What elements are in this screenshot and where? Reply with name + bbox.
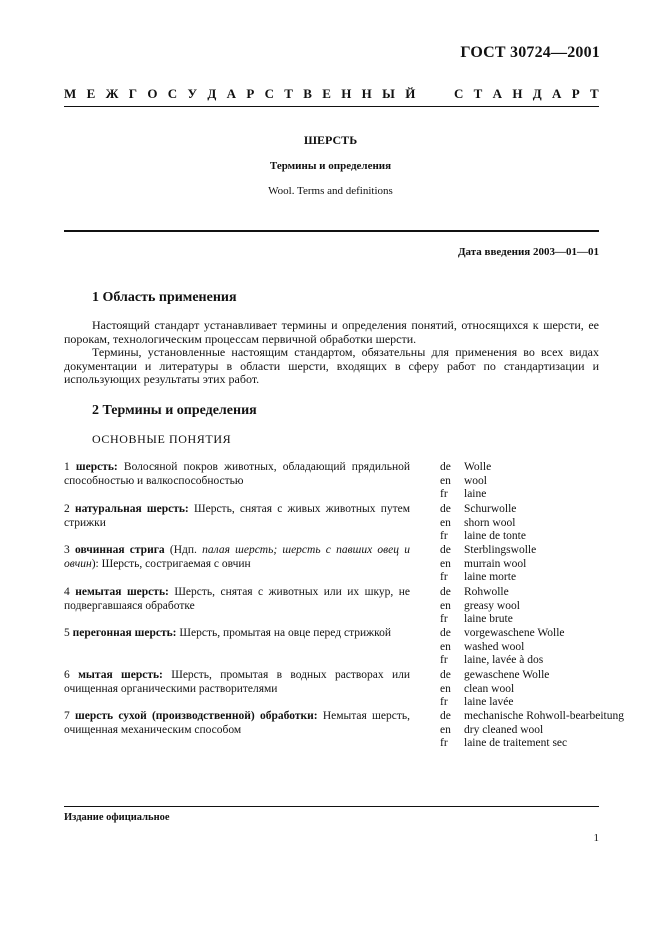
foreign-equivalents xyxy=(440,710,640,751)
language-code: fr xyxy=(440,696,448,708)
equivalent-term: wool xyxy=(464,474,487,487)
banner-letter: А xyxy=(552,86,562,101)
term-number: 3 xyxy=(64,544,70,556)
equivalent-row xyxy=(440,600,640,614)
document-title: ШЕРСТЬ xyxy=(303,133,358,147)
section-2-heading: 2 Термины и определения xyxy=(92,403,257,418)
term-number: 7 xyxy=(64,710,70,722)
banner-letter: Т xyxy=(590,86,599,101)
language-code: en xyxy=(440,682,451,695)
term-number: 2 xyxy=(64,503,70,515)
equivalent-row xyxy=(440,558,640,572)
equivalent-term: Schurwolle xyxy=(464,503,517,515)
term-definition-text: Шерсть, промытая в водных растворах или очищенная органическими растворителями xyxy=(64,669,411,695)
term-name: мытая шерсть: xyxy=(78,669,163,681)
foreign-equivalents xyxy=(440,461,640,502)
language-code: en xyxy=(440,640,451,653)
language-code: en xyxy=(440,516,451,529)
equivalent-term: gewaschene Wolle xyxy=(464,669,550,681)
language-code: fr xyxy=(440,530,448,542)
introduction-date: Дата введения 2003—01—01 xyxy=(457,246,599,258)
banner-letter: Й xyxy=(405,86,416,101)
banner-letter: Г xyxy=(128,86,138,101)
banner-letter: М xyxy=(64,86,77,101)
equivalent-row xyxy=(440,571,640,585)
term-definition-text: Шерсть, промытая на овце перед стрижкой xyxy=(179,627,392,639)
standard-code: ГОСТ 30724—2001 xyxy=(460,44,600,61)
equivalent-term: greasy wool xyxy=(464,599,520,612)
equivalent-row xyxy=(440,627,640,641)
equivalent-term: laine de tonte xyxy=(464,530,526,542)
term-name: овчинная стрига xyxy=(74,544,165,556)
equivalent-row xyxy=(440,530,640,544)
language-code: en xyxy=(440,599,451,612)
equivalent-row xyxy=(440,724,640,738)
banner-letter: А xyxy=(492,86,503,101)
section-1-paragraph-2-text: Термины, установленные настоящим стандартом, обязательны для применения во всех видах документации и литературы в области шерсти, входящих в сферу работ по стандартизации и использующих результаты этих работ. xyxy=(64,345,599,386)
banner-letter: Е xyxy=(322,86,331,101)
language-code: de xyxy=(440,586,451,598)
basic-concepts-subheading: ОСНОВНЫЕ ПОНЯТИЯ xyxy=(92,432,232,446)
term-definition xyxy=(64,503,410,530)
banner-letter: У xyxy=(187,86,198,101)
term-number: 5 xyxy=(64,627,70,639)
banner-word-gap xyxy=(426,86,444,102)
language-code: de xyxy=(440,461,451,473)
equivalent-row xyxy=(440,488,640,502)
term-definition xyxy=(64,710,410,737)
term-definition xyxy=(64,461,410,488)
language-code: de xyxy=(440,710,451,722)
equivalent-row xyxy=(440,517,640,531)
banner-letter: Н xyxy=(512,86,523,101)
equivalent-term: Sterblingswolle xyxy=(464,544,537,556)
bottom-rule xyxy=(64,806,599,807)
equivalent-term: laine lavée xyxy=(464,696,514,708)
foreign-equivalents xyxy=(440,503,640,544)
term-name: шерсть: xyxy=(75,461,118,473)
term-definition xyxy=(64,544,410,571)
top-rule xyxy=(64,106,599,107)
equivalent-term: clean wool xyxy=(464,682,515,695)
banner-letter: Т xyxy=(473,86,483,101)
equivalent-term: vorgewaschene Wolle xyxy=(464,627,565,639)
term-definition-text: Шерсть, снятая с животных или их шкур, не подвергавшаяся обработке xyxy=(64,586,411,612)
term-note-close: ): xyxy=(91,557,99,570)
title-rule xyxy=(64,230,599,232)
equivalent-row xyxy=(440,461,640,475)
equivalent-row xyxy=(440,586,640,600)
term-name: немытая шерсть: xyxy=(75,586,169,598)
term-definition-text: Немытая шерсть, очищенная механическим способом xyxy=(64,710,411,736)
section-1-paragraph-1-text: Настоящий стандарт устанавливает термины и определения понятий, относящихся к шерсти, ее порокам, технологическим процессам первичной обработки шерсти. xyxy=(64,318,599,346)
banner-letter: О xyxy=(147,86,158,101)
equivalent-row xyxy=(440,737,640,751)
foreign-equivalents xyxy=(440,669,640,710)
equivalent-row xyxy=(440,641,640,655)
banner-letter: Р xyxy=(571,86,580,101)
term-definition xyxy=(64,669,410,696)
language-code: fr xyxy=(440,737,448,749)
language-code: en xyxy=(440,723,451,736)
term-definition-text: Шерсть, состригаемая с овчин xyxy=(101,557,251,570)
deprecated-synonyms: палая шерсть; шерсть с павших овец и овчин xyxy=(64,544,410,570)
equivalent-term: laine morte xyxy=(464,571,517,583)
official-edition-label: Издание официальное xyxy=(64,812,170,823)
banner-letter: Т xyxy=(284,86,293,101)
term-name: натуральная шерсть: xyxy=(74,503,189,515)
equivalent-row xyxy=(440,683,640,697)
language-code: en xyxy=(440,474,451,487)
equivalent-term: Wolle xyxy=(464,461,492,473)
section-1-paragraph-2 xyxy=(64,346,599,387)
banner-letter: С xyxy=(167,86,178,101)
foreign-equivalents xyxy=(440,586,640,627)
equivalent-row xyxy=(440,669,640,683)
banner-letter: С xyxy=(264,86,274,101)
foreign-equivalents xyxy=(440,544,640,585)
equivalent-term: laine xyxy=(464,488,487,500)
equivalent-row xyxy=(440,475,640,489)
equivalent-row xyxy=(440,654,640,668)
equivalent-term: laine, lavée à dos xyxy=(464,654,544,666)
term-number: 4 xyxy=(64,586,70,598)
equivalent-row xyxy=(440,503,640,517)
term-number: 6 xyxy=(64,669,70,681)
banner-letter: Н xyxy=(341,86,352,101)
term-name: перегонная шерсть: xyxy=(72,627,177,639)
banner-letter: В xyxy=(303,86,312,101)
language-code: de xyxy=(440,544,451,556)
banner-letter: Д xyxy=(532,86,542,101)
banner-letter: С xyxy=(453,86,464,101)
language-code: fr xyxy=(440,488,448,500)
term-number: 1 xyxy=(64,461,70,473)
equivalent-term: laine de traitement sec xyxy=(464,737,568,749)
section-1-heading: 1 Область применения xyxy=(92,290,237,305)
equivalent-term: Rohwolle xyxy=(464,586,509,598)
section-1-paragraph-1 xyxy=(64,319,599,346)
equivalent-row xyxy=(440,710,640,724)
language-code: fr xyxy=(440,654,448,666)
language-code: en xyxy=(440,557,451,570)
equivalent-row xyxy=(440,696,640,710)
document-subtitle: Термины и определения xyxy=(269,160,392,172)
foreign-equivalents xyxy=(440,627,640,668)
term-definition xyxy=(64,586,410,613)
language-code: fr xyxy=(440,613,448,625)
language-code: fr xyxy=(440,571,448,583)
banner-letter: Н xyxy=(361,86,372,101)
term-definition-text: Волосяной покров животных, обладающий прядильной способностью и валкоспособностью xyxy=(64,461,411,487)
banner-letter: Е xyxy=(86,86,96,101)
equivalent-term: laine brute xyxy=(464,613,513,625)
equivalent-term: washed wool xyxy=(464,640,525,653)
language-code: de xyxy=(440,627,451,639)
equivalent-term: murrain wool xyxy=(464,557,527,570)
banner-letter: Ж xyxy=(105,86,119,101)
banner-letter: Ы xyxy=(382,86,395,101)
equivalent-term: shorn wool xyxy=(464,516,516,529)
banner-letter: Р xyxy=(246,86,255,101)
document-title-english: Wool. Terms and definitions xyxy=(268,185,393,197)
equivalent-term: dry cleaned wool xyxy=(464,723,544,736)
banner-letter: Д xyxy=(207,86,217,101)
page-number: 1 xyxy=(593,832,599,844)
interstate-standard-banner xyxy=(64,86,599,102)
equivalent-row xyxy=(440,613,640,627)
banner-letter: А xyxy=(226,86,236,101)
term-name: шерсть сухой (производственной) обработки: xyxy=(75,710,318,722)
equivalent-row xyxy=(440,544,640,558)
term-definition-text: Шерсть, снятая с живых животных путем стрижки xyxy=(64,503,410,529)
equivalent-term: mechanische Rohwoll-bearbeitung xyxy=(464,710,624,722)
term-note-open: (Ндп. xyxy=(169,544,203,556)
language-code: de xyxy=(440,503,451,515)
term-definition xyxy=(64,627,410,641)
language-code: de xyxy=(440,669,451,681)
